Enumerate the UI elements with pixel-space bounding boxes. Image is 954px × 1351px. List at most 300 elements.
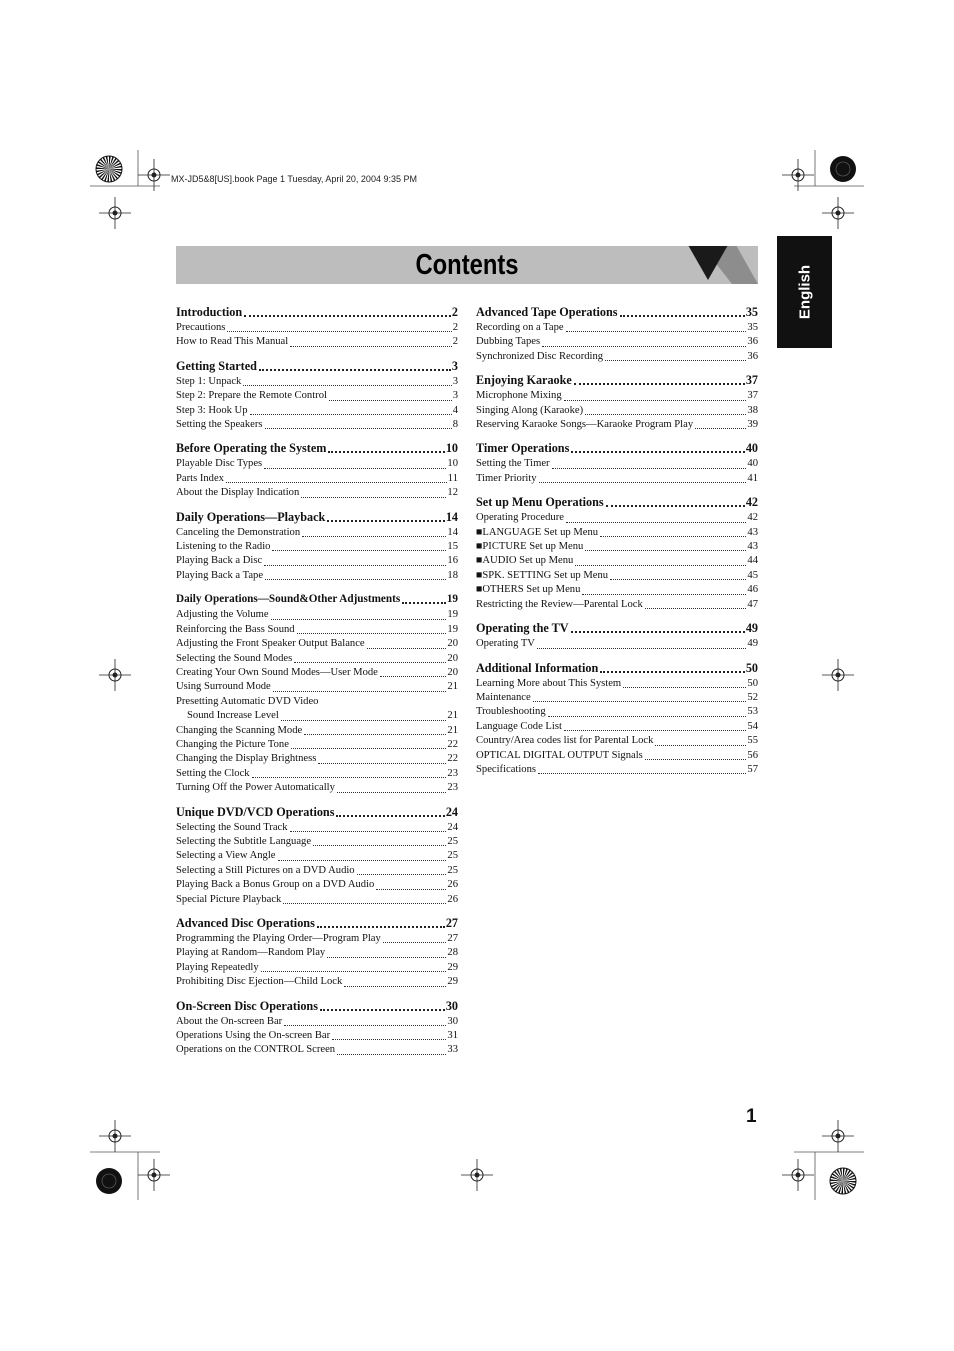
toc-heading[interactable] bbox=[176, 998, 458, 1014]
toc-entry-page: 25 bbox=[447, 835, 458, 847]
toc-heading-page: 42 bbox=[745, 495, 758, 510]
toc-leader bbox=[605, 360, 746, 361]
toc-entry-page: 49 bbox=[747, 638, 758, 650]
toc-entry-label: Step 2: Prepare the Remote Control bbox=[176, 390, 327, 402]
toc-entry-page: 24 bbox=[447, 821, 458, 833]
toc-leader bbox=[402, 602, 446, 604]
language-tab bbox=[777, 236, 832, 348]
toc-heading-label: Operating the TV bbox=[476, 621, 569, 636]
registration-dot-icon bbox=[830, 156, 856, 182]
toc-entry[interactable] bbox=[476, 540, 758, 554]
toc-entry[interactable] bbox=[476, 749, 758, 763]
toc-entry[interactable] bbox=[176, 975, 458, 989]
toc-leader bbox=[600, 536, 746, 537]
toc-entry[interactable] bbox=[176, 623, 458, 637]
toc-heading-page: 35 bbox=[745, 305, 758, 319]
toc-entry-label: Specifications bbox=[476, 763, 537, 775]
toc-entry-page: 22 bbox=[447, 738, 458, 750]
toc-leader bbox=[620, 315, 745, 317]
toc-entry[interactable] bbox=[176, 1015, 458, 1029]
toc-entry[interactable] bbox=[476, 404, 758, 418]
toc-leader bbox=[582, 594, 746, 595]
toc-leader bbox=[344, 986, 446, 987]
toc-section bbox=[176, 358, 458, 433]
toc-section bbox=[176, 998, 458, 1058]
toc-entry-label: Learning More about This System bbox=[476, 677, 622, 689]
toc-leader bbox=[645, 759, 747, 760]
toc-heading[interactable] bbox=[176, 509, 458, 525]
toc-right-column bbox=[476, 304, 758, 785]
toc-section bbox=[176, 509, 458, 584]
toc-entry-label: Playing at Random—Random Play bbox=[176, 947, 326, 959]
toc-leader bbox=[336, 815, 444, 817]
toc-section bbox=[476, 440, 758, 486]
toc-entry-label: ■OTHERS Set up Menu bbox=[476, 584, 581, 596]
toc-entry-page: 15 bbox=[447, 541, 458, 553]
toc-entry-label: Programming the Playing Order—Program Play bbox=[176, 933, 381, 944]
toc-entry-label: Reinforcing the Bass Sound bbox=[176, 623, 295, 635]
toc-leader bbox=[585, 550, 746, 551]
toc-entry-page: 45 bbox=[747, 569, 758, 581]
toc-entry-page: 21 bbox=[447, 710, 458, 722]
toc-heading-page: 50 bbox=[745, 660, 758, 675]
toc-leader bbox=[318, 763, 446, 764]
toc-section bbox=[476, 494, 758, 612]
page-number: 1 bbox=[746, 1106, 757, 1127]
toc-entry-label: Canceling the Demonstration bbox=[176, 526, 301, 538]
toc-entry[interactable] bbox=[476, 321, 758, 335]
toc-entry[interactable] bbox=[176, 486, 458, 500]
toc-entry-page: 38 bbox=[747, 404, 758, 416]
toc-entry-label: Selecting the Sound Modes bbox=[176, 652, 293, 664]
toc-leader bbox=[542, 346, 746, 347]
toc-entry-page: 11 bbox=[447, 472, 458, 484]
toc-entry[interactable] bbox=[176, 878, 458, 892]
toc-entry-label: About the On-screen Bar bbox=[176, 1015, 283, 1027]
toc-entry[interactable] bbox=[176, 608, 458, 622]
toc-leader bbox=[320, 1009, 445, 1011]
color-bar-star-icon bbox=[830, 1168, 856, 1194]
toc-entry[interactable] bbox=[476, 691, 758, 705]
toc-entry[interactable] bbox=[176, 652, 458, 666]
toc-entry-page: 52 bbox=[747, 691, 758, 703]
toc-entry-page: 3 bbox=[452, 375, 458, 387]
toc-entry[interactable] bbox=[476, 511, 758, 525]
toc-heading[interactable] bbox=[476, 440, 758, 456]
toc-entry-label: Step 3: Hook Up bbox=[176, 404, 248, 416]
toc-entry[interactable] bbox=[176, 404, 458, 418]
toc-entry-page: 50 bbox=[747, 677, 758, 689]
toc-entry-label: Playing Back a Disc bbox=[176, 555, 263, 567]
toc-leader bbox=[337, 792, 447, 793]
toc-heading-page: 14 bbox=[445, 509, 458, 524]
toc-leader bbox=[585, 414, 746, 415]
toc-entry-label: Step 1: Unpack bbox=[176, 375, 242, 387]
toc-entry-label: Operating Procedure bbox=[476, 512, 564, 524]
toc-entry[interactable] bbox=[176, 835, 458, 849]
file-header-note: MX-JD5&8[US].book Page 1 Tuesday, April 20, 2004 9:35 PM bbox=[171, 174, 417, 184]
toc-heading[interactable] bbox=[476, 660, 758, 676]
toc-entry[interactable] bbox=[176, 472, 458, 486]
toc-entry-page: 31 bbox=[447, 1030, 458, 1042]
toc-section bbox=[176, 440, 458, 500]
toc-heading-label: Daily Operations—Playback bbox=[176, 509, 326, 524]
toc-entry[interactable] bbox=[176, 666, 458, 680]
toc-leader bbox=[265, 428, 452, 429]
toc-leader bbox=[327, 520, 445, 522]
toc-entry[interactable] bbox=[476, 677, 758, 691]
toc-heading-label: Before Operating the System bbox=[176, 441, 327, 456]
toc-entry-page: 29 bbox=[447, 961, 458, 973]
toc-leader bbox=[261, 971, 447, 972]
toc-entry-label: Selecting the Subtitle Language bbox=[176, 835, 312, 847]
toc-entry-page: 55 bbox=[747, 735, 758, 747]
toc-entry-page: 39 bbox=[747, 419, 758, 431]
toc-entry-page: 26 bbox=[447, 879, 458, 891]
toc-heading[interactable] bbox=[176, 591, 458, 607]
toc-entry-label: Selecting a View Angle bbox=[176, 850, 276, 862]
toc-entry-page: 2 bbox=[452, 322, 458, 333]
toc-leader bbox=[227, 331, 451, 332]
toc-entry[interactable] bbox=[176, 724, 458, 738]
toc-leader bbox=[243, 385, 451, 386]
toc-entry[interactable] bbox=[476, 554, 758, 568]
toc-entry-label: Using Surround Mode bbox=[176, 681, 271, 693]
toc-entry-page: 2 bbox=[452, 336, 458, 348]
toc-entry-page: 33 bbox=[447, 1044, 458, 1056]
toc-entry-page: 43 bbox=[747, 541, 758, 553]
toc-entry[interactable] bbox=[176, 946, 458, 960]
registration-target-icon bbox=[99, 1120, 131, 1152]
toc-heading[interactable] bbox=[176, 304, 458, 320]
toc-leader bbox=[271, 619, 447, 620]
toc-leader bbox=[533, 701, 747, 702]
toc-entry-label: Setting the Clock bbox=[176, 767, 250, 779]
toc-heading-label: Unique DVD/VCD Operations bbox=[176, 804, 335, 819]
registration-target-icon bbox=[822, 1120, 854, 1152]
toc-heading-label: Enjoying Karaoke bbox=[476, 373, 572, 388]
toc-entry-label: Special Picture Playback bbox=[176, 893, 282, 905]
toc-leader bbox=[537, 648, 746, 649]
toc-leader bbox=[610, 579, 746, 580]
toc-heading-page: 30 bbox=[445, 998, 458, 1013]
toc-entry-label: Selecting the Sound Track bbox=[176, 821, 288, 833]
toc-entry[interactable] bbox=[176, 1043, 458, 1057]
toc-entry-label: Recording on a Tape bbox=[476, 322, 564, 333]
toc-entry[interactable] bbox=[476, 637, 758, 651]
toc-section bbox=[176, 304, 458, 350]
toc-section bbox=[176, 804, 458, 907]
toc-leader bbox=[297, 633, 447, 634]
toc-entry-page: 42 bbox=[747, 512, 758, 524]
toc-entry[interactable] bbox=[176, 321, 458, 335]
toc-entry-page: 37 bbox=[747, 390, 758, 402]
toc-leader bbox=[278, 860, 447, 861]
toc-heading[interactable] bbox=[176, 358, 458, 374]
toc-leader bbox=[383, 942, 447, 943]
toc-entry[interactable] bbox=[176, 637, 458, 651]
toc-leader bbox=[564, 730, 747, 731]
toc-entry-label: Setting the Speakers bbox=[176, 419, 263, 431]
toc-leader bbox=[600, 671, 745, 673]
toc-entry[interactable] bbox=[476, 389, 758, 403]
toc-entry[interactable] bbox=[176, 821, 458, 835]
toc-entry-label: Troubleshooting bbox=[476, 706, 546, 718]
toc-entry[interactable] bbox=[176, 1029, 458, 1043]
toc-entry[interactable] bbox=[476, 472, 758, 486]
toc-leader bbox=[566, 331, 747, 332]
toc-entry-page: 56 bbox=[747, 749, 758, 761]
toc-leader bbox=[328, 451, 444, 453]
toc-entry[interactable] bbox=[476, 569, 758, 583]
toc-entry-page: 19 bbox=[447, 623, 458, 635]
toc-heading-label: Additional Information bbox=[476, 660, 599, 675]
toc-entry[interactable] bbox=[176, 540, 458, 554]
toc-leader bbox=[284, 1025, 446, 1026]
toc-leader bbox=[273, 691, 447, 692]
toc-entry-label: Parts Index bbox=[176, 472, 224, 484]
toc-entry-page: 30 bbox=[447, 1015, 458, 1027]
toc-entry[interactable] bbox=[176, 389, 458, 403]
toc-section bbox=[176, 915, 458, 990]
toc-entry[interactable] bbox=[176, 849, 458, 863]
toc-entry-page: 26 bbox=[447, 893, 458, 905]
toc-heading[interactable] bbox=[476, 304, 758, 320]
toc-entry[interactable] bbox=[476, 350, 758, 364]
toc-entry[interactable] bbox=[176, 781, 458, 795]
toc-entry-label: Microphone Mixing bbox=[476, 390, 562, 402]
toc-entry-page: 43 bbox=[747, 526, 758, 538]
toc-entry-label: Sound Increase Level bbox=[187, 710, 279, 722]
toc-heading[interactable] bbox=[476, 372, 758, 388]
registration-target-icon bbox=[138, 1159, 170, 1191]
toc-entry-page: 29 bbox=[447, 976, 458, 988]
toc-leader bbox=[539, 482, 747, 483]
toc-leader bbox=[337, 1054, 446, 1055]
toc-entry-label: Adjusting the Volume bbox=[176, 609, 269, 621]
toc-leader bbox=[259, 369, 451, 371]
toc-entry-page: 47 bbox=[747, 598, 758, 610]
color-bar-star-icon bbox=[96, 156, 122, 182]
toc-heading[interactable] bbox=[176, 804, 458, 820]
toc-entry-page: 41 bbox=[747, 472, 758, 484]
toc-entry-label: OPTICAL DIGITAL OUTPUT Signals bbox=[476, 749, 643, 761]
toc-leader bbox=[645, 608, 747, 609]
toc-leader bbox=[317, 926, 445, 928]
toc-leader bbox=[552, 468, 747, 469]
toc-entry[interactable] bbox=[176, 893, 458, 907]
toc-leader bbox=[327, 957, 446, 958]
toc-entry[interactable] bbox=[176, 526, 458, 540]
toc-heading-page: 10 bbox=[445, 441, 458, 456]
toc-entry-label: ■PICTURE Set up Menu bbox=[476, 541, 584, 553]
toc-entry-page: 35 bbox=[747, 322, 758, 333]
toc-entry-label: Restricting the Review—Parental Lock bbox=[476, 598, 643, 610]
toc-entry-label: Adjusting the Front Speaker Output Balance bbox=[176, 638, 365, 650]
toc-entry-label: Changing the Display Brightness bbox=[176, 753, 317, 765]
toc-entry[interactable] bbox=[176, 767, 458, 781]
toc-entry[interactable] bbox=[476, 418, 758, 432]
toc-entry[interactable] bbox=[476, 720, 758, 734]
toc-entry-page: 23 bbox=[447, 782, 458, 794]
toc-leader bbox=[281, 720, 447, 721]
toc-leader bbox=[357, 874, 447, 875]
toc-entry-label: Maintenance bbox=[476, 691, 531, 703]
toc-entry-label: Prohibiting Disc Ejection—Child Lock bbox=[176, 976, 343, 988]
toc-entry[interactable] bbox=[176, 864, 458, 878]
toc-entry-page: 21 bbox=[447, 724, 458, 736]
toc-entry[interactable] bbox=[476, 705, 758, 719]
toc-leader bbox=[252, 777, 447, 778]
toc-heading[interactable] bbox=[476, 620, 758, 636]
toc-entry-page: 18 bbox=[447, 569, 458, 581]
toc-heading-page: 3 bbox=[451, 358, 458, 373]
toc-entry[interactable] bbox=[176, 961, 458, 975]
toc-leader bbox=[332, 1039, 446, 1040]
toc-leader bbox=[571, 451, 744, 453]
toc-entry-label: Playing Back a Bonus Group on a DVD Audio bbox=[176, 879, 375, 891]
toc-leader bbox=[313, 845, 446, 846]
toc-section bbox=[476, 660, 758, 778]
toc-leader bbox=[265, 579, 446, 580]
toc-entry[interactable] bbox=[476, 335, 758, 349]
toc-left-column bbox=[176, 304, 458, 1066]
toc-leader bbox=[574, 383, 745, 385]
toc-entry-label: Playing Back a Tape bbox=[176, 569, 264, 581]
toc-entry-page: 23 bbox=[447, 767, 458, 779]
toc-entry-label: Operating TV bbox=[476, 638, 535, 650]
toc-entry-label: Setting the Timer bbox=[476, 458, 550, 470]
toc-entry-label: About the Display Indication bbox=[176, 487, 300, 499]
toc-leader bbox=[380, 676, 447, 677]
toc-entry-page: 46 bbox=[747, 584, 758, 596]
registration-target-icon bbox=[782, 1159, 814, 1191]
toc-entry-page: 36 bbox=[747, 350, 758, 362]
toc-entry[interactable] bbox=[476, 763, 758, 777]
toc-entry[interactable] bbox=[476, 734, 758, 748]
toc-leader bbox=[302, 536, 446, 537]
toc-entry-label: Selecting a Still Pictures on a DVD Audio bbox=[176, 864, 355, 876]
toc-leader bbox=[244, 315, 451, 317]
toc-entry[interactable] bbox=[176, 709, 458, 723]
toc-entry-page: 44 bbox=[747, 555, 758, 567]
toc-leader bbox=[571, 631, 745, 633]
toc-entry[interactable] bbox=[176, 418, 458, 432]
toc-leader bbox=[376, 889, 446, 890]
toc-leader bbox=[695, 428, 746, 429]
toc-entry[interactable] bbox=[476, 598, 758, 612]
toc-heading-page: 37 bbox=[745, 373, 758, 388]
toc-heading-label: Advanced Disc Operations bbox=[176, 916, 315, 930]
toc-heading[interactable] bbox=[176, 440, 458, 456]
toc-entry-label: How to Read This Manual bbox=[176, 336, 289, 348]
toc-entry-page: 12 bbox=[447, 487, 458, 499]
toc-entry-page: 40 bbox=[747, 458, 758, 470]
toc-entry-label: ■AUDIO Set up Menu bbox=[476, 555, 574, 567]
toc-entry-label-line: Presetting Automatic DVD Video bbox=[176, 695, 319, 707]
toc-heading-page: 49 bbox=[745, 621, 758, 636]
toc-entry-page: 21 bbox=[447, 681, 458, 693]
toc-leader bbox=[548, 716, 747, 717]
toc-entry-page: 19 bbox=[447, 609, 458, 621]
toc-leader bbox=[250, 414, 452, 415]
toc-leader bbox=[301, 497, 446, 498]
toc-entry-label: Timer Priority bbox=[476, 472, 537, 484]
toc-entry[interactable] bbox=[476, 583, 758, 597]
toc-entry[interactable] bbox=[176, 752, 458, 766]
toc-entry-page: 57 bbox=[747, 763, 758, 775]
toc-entry-page: 4 bbox=[452, 404, 458, 416]
registration-target-icon bbox=[99, 197, 131, 229]
toc-entry-page: 28 bbox=[447, 947, 458, 959]
toc-leader bbox=[329, 400, 452, 401]
toc-entry-page: 16 bbox=[447, 555, 458, 567]
toc-leader bbox=[538, 773, 746, 774]
toc-entry[interactable] bbox=[476, 457, 758, 471]
toc-entry-label: Creating Your Own Sound Modes—User Mode bbox=[176, 666, 378, 678]
toc-entry-page: 22 bbox=[447, 753, 458, 765]
registration-target-icon bbox=[99, 659, 131, 691]
toc-entry[interactable] bbox=[176, 457, 458, 471]
toc-entry-label: ■SPK. SETTING Set up Menu bbox=[476, 569, 609, 581]
toc-entry-page: 8 bbox=[452, 419, 458, 431]
toc-heading-page: 24 bbox=[445, 804, 458, 819]
toc-heading-label: Getting Started bbox=[176, 358, 257, 373]
toc-entry-page: 53 bbox=[747, 706, 758, 718]
toc-entry-label: Turning Off the Power Automatically bbox=[176, 782, 335, 794]
toc-entry[interactable] bbox=[476, 526, 758, 540]
toc-entry-label: Playable Disc Types bbox=[176, 458, 263, 470]
toc-entry-page: 54 bbox=[747, 720, 758, 732]
toc-leader bbox=[264, 565, 446, 566]
title-bar bbox=[176, 246, 758, 284]
toc-entry[interactable] bbox=[176, 738, 458, 752]
toc-entry[interactable] bbox=[176, 554, 458, 568]
toc-entry[interactable] bbox=[176, 375, 458, 389]
toc-entry-label: Synchronized Disc Recording bbox=[476, 350, 604, 362]
toc-leader bbox=[290, 831, 447, 832]
toc-leader bbox=[304, 734, 446, 735]
toc-leader bbox=[291, 748, 446, 749]
toc-section bbox=[476, 304, 758, 364]
toc-leader bbox=[226, 482, 447, 483]
toc-heading[interactable] bbox=[476, 494, 758, 510]
toc-leader bbox=[294, 662, 446, 663]
toc-entry-label: Playing Repeatedly bbox=[176, 961, 259, 973]
toc-leader bbox=[566, 522, 746, 523]
toc-heading-page: 40 bbox=[745, 441, 758, 456]
toc-leader bbox=[606, 505, 745, 507]
toc-section bbox=[476, 372, 758, 432]
toc-entry-page: 20 bbox=[447, 638, 458, 650]
toc-entry-label: Listening to the Radio bbox=[176, 541, 271, 553]
toc-entry[interactable] bbox=[176, 335, 458, 349]
toc-entry[interactable] bbox=[176, 569, 458, 583]
toc-heading[interactable] bbox=[176, 915, 458, 931]
toc-entry[interactable] bbox=[176, 680, 458, 694]
toc-entry-page: 36 bbox=[747, 336, 758, 348]
toc-entry-page: 14 bbox=[447, 526, 458, 538]
registration-target-icon bbox=[822, 659, 854, 691]
toc-leader bbox=[623, 687, 746, 688]
toc-leader bbox=[283, 903, 446, 904]
toc-entry-page: 20 bbox=[447, 652, 458, 664]
toc-entry[interactable] bbox=[176, 932, 458, 946]
toc-entry-page: 25 bbox=[447, 864, 458, 876]
registration-dot-icon bbox=[96, 1168, 122, 1194]
toc-entry-label: Reserving Karaoke Songs—Karaoke Program Play bbox=[476, 419, 694, 431]
toc-entry-label: Language Code List bbox=[476, 720, 562, 732]
